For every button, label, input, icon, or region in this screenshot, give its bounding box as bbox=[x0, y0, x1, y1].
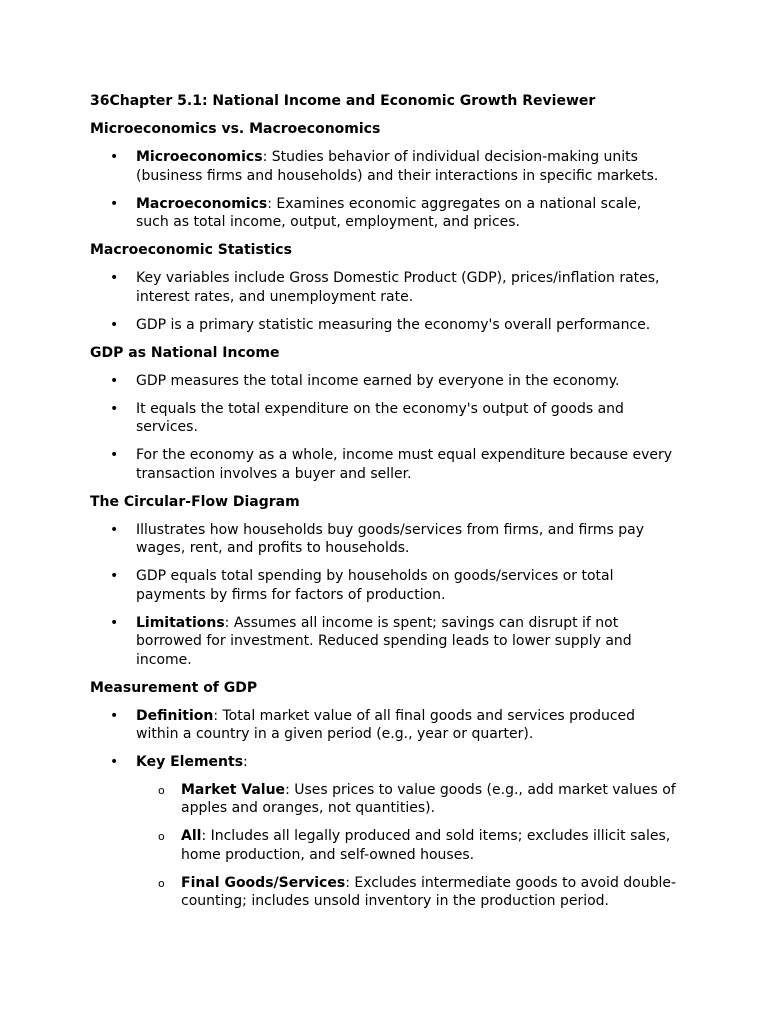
list-item: • For the economy as a whole, income must equal expenditure because every transaction involves a buyer and seller. bbox=[90, 446, 678, 483]
section-heading-macro-stats: Macroeconomic Statistics bbox=[90, 242, 292, 258]
list-item: • GDP equals total spending by households on goods/services or total payments by firms for factors of production. bbox=[90, 567, 678, 604]
item-text: : Studies behavior of individual decision-making units (business firms and households) and their interactions in specific markets. bbox=[136, 149, 659, 184]
term-label: Definition bbox=[136, 707, 214, 724]
sub-list-item bbox=[136, 874, 678, 911]
list-item: • Key variables include Gross Domestic Product (GDP), prices/inflation rates, interest rates, and unemployment rate. bbox=[90, 269, 678, 306]
term-label: Final Goods/Services bbox=[181, 874, 346, 891]
key-elements-sublist bbox=[136, 781, 678, 911]
list-item bbox=[90, 753, 678, 911]
term-label: Limitations bbox=[136, 614, 225, 631]
list-item: • Illustrates how households buy goods/services from firms, and firms pay wages, rent, and profits to households. bbox=[90, 521, 678, 558]
term-label: Market Value bbox=[181, 781, 286, 798]
circular-flow-list bbox=[90, 521, 678, 670]
item-text: : Includes all legally produced and sold items; excludes illicit sales, home production, and self-owned houses. bbox=[181, 828, 671, 863]
gdp-income-list bbox=[90, 372, 678, 484]
item-text: : Excludes intermediate goods to avoid double-counting; includes unsold inventory in the production period. bbox=[181, 874, 677, 909]
list-item bbox=[90, 707, 678, 744]
section-heading-gdp-income: GDP as National Income bbox=[90, 344, 280, 361]
macro-stats-list bbox=[90, 269, 678, 334]
item-text: : Total market value of all final goods and services produced within a country in a given period (e.g., year or quarter). bbox=[136, 707, 636, 742]
sub-list-item bbox=[136, 781, 678, 818]
list-item bbox=[90, 614, 678, 670]
section-heading-circular-flow: The Circular-Flow Diagram bbox=[90, 493, 300, 510]
item-text: : Uses prices to value goods (e.g., add market values of apples and oranges, not quantities). bbox=[181, 781, 676, 816]
list-item: • GDP measures the total income earned by everyone in the economy. bbox=[90, 372, 678, 391]
sub-list-item bbox=[136, 827, 678, 864]
term-label: All bbox=[181, 828, 202, 844]
document-title: 36Chapter 5.1: National Income and Economic Growth Reviewer bbox=[90, 93, 596, 109]
measurement-list bbox=[90, 707, 678, 911]
item-text: : bbox=[243, 754, 248, 770]
term-label: Key Elements bbox=[136, 754, 244, 770]
list-item: • GDP is a primary statistic measuring the economy's overall performance. bbox=[90, 316, 678, 335]
list-item: • It equals the total expenditure on the economy's output of goods and services. bbox=[90, 400, 678, 437]
list-item bbox=[90, 148, 678, 185]
list-item bbox=[90, 195, 678, 232]
item-text: : Examines economic aggregates on a national scale, such as total income, output, employment, and prices. bbox=[136, 195, 642, 230]
section-heading-measurement: Measurement of GDP bbox=[90, 679, 258, 696]
section-heading-micro-macro: Microeconomics vs. Macroeconomics bbox=[90, 121, 381, 137]
term-label: Microeconomics bbox=[136, 149, 263, 165]
micro-macro-list bbox=[90, 148, 678, 232]
term-label: Macroeconomics bbox=[136, 195, 268, 212]
item-text: : Assumes all income is spent; savings can disrupt if not borrowed for investment. Reduced spending leads to lower supply and income. bbox=[136, 614, 632, 668]
